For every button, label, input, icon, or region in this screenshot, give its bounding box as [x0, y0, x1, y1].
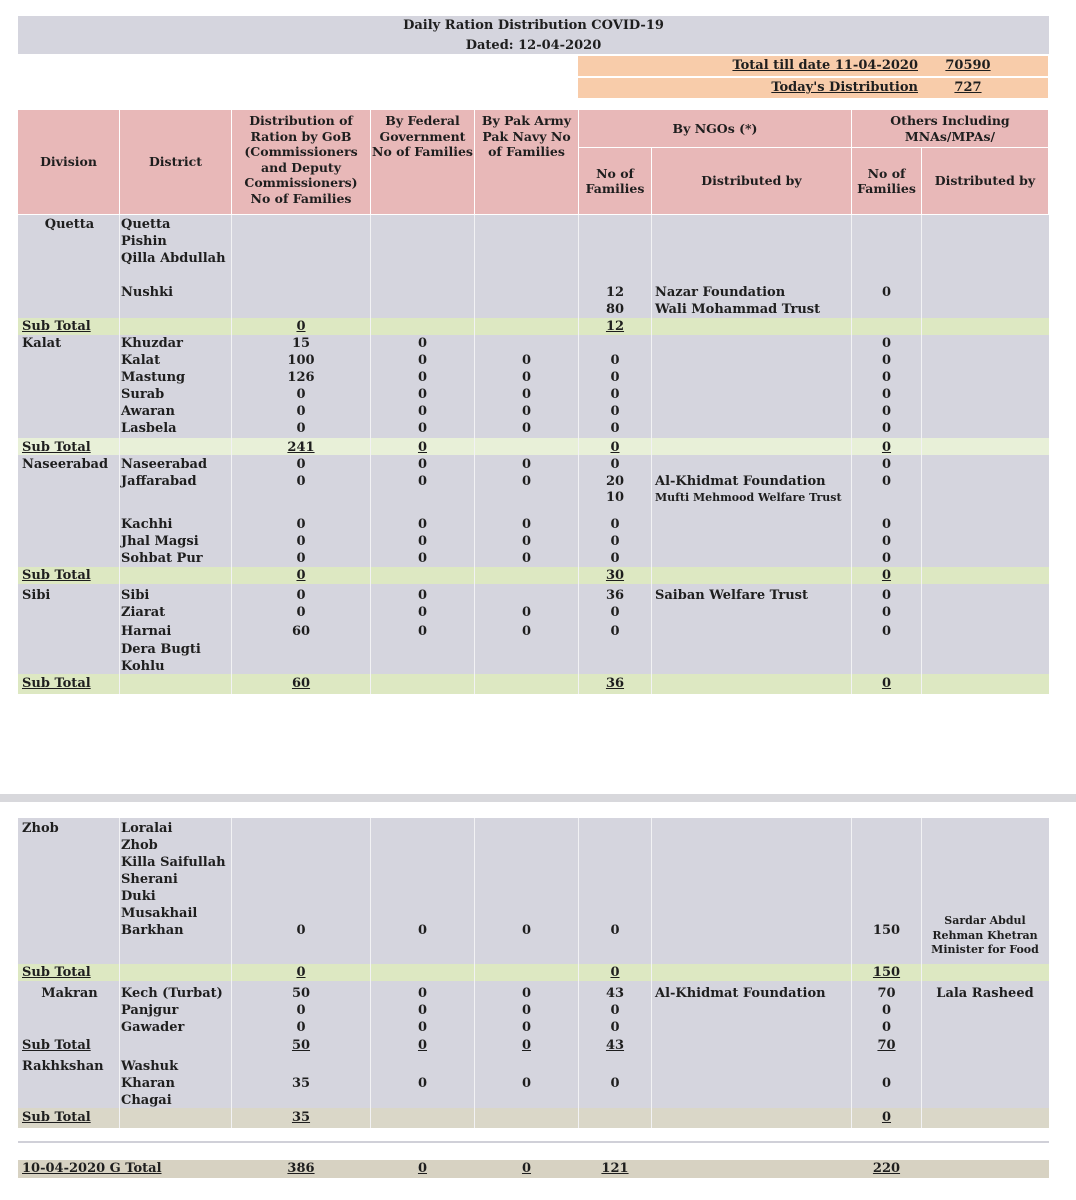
cell-district: Surab — [121, 387, 165, 402]
cell-gob: 60 — [291, 624, 311, 639]
cell-district: Dera Bugti — [121, 642, 201, 657]
cell-army: 0 — [521, 986, 532, 1001]
cell-gob: 50 — [291, 986, 311, 1001]
header-others-families: No of Families — [852, 148, 921, 214]
cell-oth-by: Sardar Abdul Rehman Khetran Minister for Food — [931, 914, 1039, 956]
cell-ngo: 30 — [605, 568, 625, 583]
cell-army: 0 — [521, 923, 532, 938]
header-army: By Pak Army Pak Navy No of Families — [475, 110, 578, 214]
cell-fed: 0 — [417, 517, 428, 532]
cell-ngo: 12 — [605, 285, 625, 300]
cell-fed: 0 — [417, 605, 428, 620]
sheet-footer-note — [2, 766, 4, 774]
cell-army: 0 — [521, 474, 532, 489]
cell-division: Sibi — [22, 588, 51, 603]
cell-oth: 220 — [872, 1161, 901, 1176]
cell-division: Sub Total — [22, 676, 91, 691]
cell-oth-by: Lala Rasheed — [936, 986, 1034, 1001]
cell-gob: 0 — [296, 1020, 306, 1035]
cell-fed: 0 — [417, 1076, 428, 1091]
cell-gob: 0 — [296, 1003, 306, 1018]
cell-district: Duki — [121, 889, 156, 904]
cell-ngo: 0 — [610, 421, 620, 436]
cell-division: Makran — [41, 986, 98, 1001]
cell-ngo: 0 — [610, 965, 620, 980]
cell-division: Naseerabad — [22, 457, 109, 472]
cell-district: Killa Saifullah — [121, 855, 226, 870]
cell-oth: 0 — [881, 605, 892, 620]
header-division: Division — [18, 110, 119, 214]
cell-ngo: 0 — [610, 1020, 620, 1035]
cell-fed: 0 — [417, 624, 428, 639]
header-district: District — [120, 110, 231, 214]
cell-gob: 0 — [296, 404, 306, 419]
cell-division: Sub Total — [22, 319, 91, 334]
cell-ngo: 0 — [610, 551, 620, 566]
cell-district: Harnai — [121, 624, 172, 639]
cell-oth: 0 — [881, 551, 892, 566]
cell-district: Pishin — [121, 234, 167, 249]
cell-ngo-by: Saiban Welfare Trust — [655, 588, 809, 603]
header-ngo-families: No of Families — [579, 148, 651, 214]
cell-fed: 0 — [417, 336, 428, 351]
header-ngos: By NGOs (*) — [579, 110, 851, 147]
cell-oth: 0 — [881, 1110, 892, 1125]
cell-division: Sub Total — [22, 1110, 91, 1125]
todays-distribution-value: 727 — [954, 80, 982, 95]
cell-ngo: 0 — [610, 605, 620, 620]
cell-division: Rakhkshan — [22, 1059, 104, 1074]
cell-gob: 35 — [291, 1076, 311, 1091]
cell-district: Jaffarabad — [121, 474, 197, 489]
cell-district: Sherani — [121, 872, 178, 887]
cell-fed: 0 — [417, 551, 428, 566]
cell-district: Kharan — [121, 1076, 175, 1091]
cell-oth: 0 — [881, 336, 892, 351]
cell-fed: 0 — [417, 986, 428, 1001]
cell-ngo: 36 — [605, 676, 625, 691]
cell-oth: 0 — [881, 474, 892, 489]
cell-gob: 0 — [296, 319, 306, 334]
cell-gob: 0 — [296, 517, 306, 532]
cell-oth: 0 — [881, 457, 892, 472]
cell-gob: 15 — [291, 336, 311, 351]
cell-gob: 0 — [296, 457, 306, 472]
cell-fed: 0 — [417, 421, 428, 436]
cell-district: Zhob — [121, 838, 158, 853]
cell-ngo: 0 — [610, 517, 620, 532]
cell-gob: 0 — [296, 965, 306, 980]
cell-division: Sub Total — [22, 965, 91, 980]
report-date: Dated: 12-04-2020 — [465, 38, 602, 53]
cell-oth: 0 — [881, 440, 892, 455]
cell-district: Lasbela — [121, 421, 177, 436]
cell-ngo: 20 — [605, 474, 625, 489]
cell-oth: 0 — [881, 588, 892, 603]
cell-army: 0 — [521, 1038, 532, 1053]
cell-army: 0 — [521, 1076, 532, 1091]
cell-district: Kech (Turbat) — [121, 986, 223, 1001]
cell-district: Panjgur — [121, 1003, 179, 1018]
total-till-date-value: 70590 — [945, 58, 991, 73]
cell-oth: 0 — [881, 1020, 892, 1035]
cell-ngo: 36 — [605, 588, 625, 603]
cell-gob: 0 — [296, 588, 306, 603]
cell-oth: 0 — [881, 624, 892, 639]
cell-oth: 0 — [881, 1003, 892, 1018]
cell-ngo-by: Al-Khidmat Foundation — [655, 986, 826, 1001]
cell-fed: 0 — [417, 1161, 428, 1176]
cell-district: Sibi — [121, 588, 150, 603]
cell-division: Quetta — [44, 217, 95, 232]
cell-fed: 0 — [417, 1003, 428, 1018]
cell-ngo: 0 — [610, 1003, 620, 1018]
cell-army: 0 — [521, 1161, 532, 1176]
cell-oth: 0 — [881, 404, 892, 419]
todays-distribution-row — [578, 78, 1048, 98]
subtotal-band — [18, 318, 1049, 335]
cell-gob: 35 — [291, 1110, 311, 1125]
cell-district: Khuzdar — [121, 336, 183, 351]
cell-oth: 0 — [881, 534, 892, 549]
cell-district: Loralai — [121, 821, 173, 836]
cell-district: Mastung — [121, 370, 186, 385]
cell-ngo: 0 — [610, 370, 620, 385]
cell-district: Musakhail — [121, 906, 198, 921]
cell-ngo: 43 — [605, 1038, 625, 1053]
cell-district: Nushki — [121, 285, 174, 300]
cell-fed: 0 — [417, 1038, 428, 1053]
cell-gob: 100 — [287, 353, 315, 368]
cell-ngo: 80 — [605, 302, 625, 317]
cell-division: Sub Total — [22, 568, 91, 583]
cell-district: Naseerabad — [121, 457, 208, 472]
cell-fed: 0 — [417, 404, 428, 419]
cell-oth: 150 — [872, 965, 901, 980]
cell-division: 10-04-2020 G Total — [22, 1161, 162, 1176]
cell-army: 0 — [521, 370, 532, 385]
cell-fed: 0 — [417, 588, 428, 603]
cell-gob: 0 — [296, 474, 306, 489]
cell-ngo-by: Mufti Mehmood Welfare Trust — [655, 491, 842, 504]
cell-ngo: 0 — [610, 534, 620, 549]
cell-oth: 0 — [881, 421, 892, 436]
cell-gob: 60 — [291, 676, 311, 691]
cell-oth: 0 — [881, 676, 892, 691]
cell-ngo: 12 — [605, 319, 625, 334]
cell-ngo-by: Nazar Foundation — [655, 285, 786, 300]
cell-gob: 0 — [296, 568, 306, 583]
cell-ngo-by: Wali Mohammad Trust — [655, 302, 821, 317]
cell-gob: 386 — [287, 1161, 315, 1176]
cell-fed: 0 — [417, 1020, 428, 1035]
cell-gob: 0 — [296, 605, 306, 620]
cell-ngo: 43 — [605, 986, 625, 1001]
cell-army: 0 — [521, 551, 532, 566]
cell-army: 0 — [521, 534, 532, 549]
cell-gob: 50 — [291, 1038, 311, 1053]
cell-district: Sohbat Pur — [121, 551, 203, 566]
cell-oth: 0 — [881, 285, 892, 300]
cell-district: Qilla Abdullah — [121, 251, 226, 266]
cell-army: 0 — [521, 1003, 532, 1018]
cell-gob: 0 — [296, 551, 306, 566]
cell-district: Awaran — [121, 404, 175, 419]
cell-oth: 0 — [881, 370, 892, 385]
cell-oth: 0 — [881, 517, 892, 532]
cell-oth: 0 — [881, 568, 892, 583]
cell-fed: 0 — [417, 387, 428, 402]
todays-distribution-label: Today's Distribution — [771, 80, 918, 95]
cell-gob: 0 — [296, 421, 306, 436]
cell-army: 0 — [521, 457, 532, 472]
cell-oth: 70 — [877, 986, 896, 1001]
cell-gob: 0 — [296, 387, 306, 402]
cell-ngo: 0 — [610, 923, 620, 938]
cell-gob: 0 — [296, 923, 306, 938]
cell-ngo: 0 — [610, 353, 620, 368]
cell-ngo: 0 — [610, 1076, 620, 1091]
cell-district: Chagai — [121, 1093, 172, 1108]
report-title: Daily Ration Distribution COVID-19 — [403, 18, 664, 33]
cell-ngo: 121 — [601, 1161, 629, 1176]
cell-fed: 0 — [417, 534, 428, 549]
cell-oth: 0 — [881, 353, 892, 368]
cell-district: Kachhi — [121, 517, 173, 532]
cell-gob: 126 — [287, 370, 315, 385]
cell-oth: 150 — [872, 923, 901, 938]
cell-ngo: 10 — [605, 490, 625, 505]
cell-division: Sub Total — [22, 1038, 91, 1053]
cell-army: 0 — [521, 624, 532, 639]
cell-ngo-by: Al-Khidmat Foundation — [655, 474, 826, 489]
cell-fed: 0 — [417, 370, 428, 385]
cell-army: 0 — [521, 353, 532, 368]
zhob-block — [18, 818, 1049, 964]
divider — [18, 1141, 1049, 1143]
cell-district: Barkhan — [121, 923, 184, 938]
cell-ngo: 0 — [610, 404, 620, 419]
cell-fed: 0 — [417, 474, 428, 489]
header-others-distributed-by: Distributed by — [922, 148, 1048, 214]
cell-district: Ziarat — [121, 605, 166, 620]
header-gob: Distribution of Ration by GoB (Commissioners and Deputy Commissioners) No of Families — [232, 110, 370, 214]
cell-fed: 0 — [417, 923, 428, 938]
cell-gob: 0 — [296, 534, 306, 549]
cell-army: 0 — [521, 517, 532, 532]
cell-district: Gawader — [121, 1020, 185, 1035]
cell-oth: 0 — [881, 387, 892, 402]
page-break — [0, 794, 1076, 802]
cell-army: 0 — [521, 605, 532, 620]
cell-district: Kalat — [121, 353, 161, 368]
cell-district: Jhal Magsi — [121, 534, 199, 549]
cell-district: Washuk — [121, 1059, 179, 1074]
total-till-date-label: Total till date 11-04-2020 — [732, 58, 918, 73]
cell-fed: 0 — [417, 457, 428, 472]
cell-ngo: 0 — [610, 387, 620, 402]
cell-ngo: 0 — [610, 457, 620, 472]
cell-ngo: 0 — [610, 624, 620, 639]
cell-army: 0 — [521, 387, 532, 402]
cell-division: Zhob — [22, 821, 59, 836]
cell-fed: 0 — [417, 440, 428, 455]
cell-army: 0 — [521, 404, 532, 419]
cell-district: Kohlu — [121, 659, 165, 674]
cell-division: Sub Total — [22, 440, 91, 455]
cell-division: Kalat — [22, 336, 62, 351]
cell-ngo: 0 — [610, 440, 620, 455]
header-federal: By Federal Government No of Families — [371, 110, 474, 214]
total-till-date-row — [578, 56, 1048, 76]
cell-oth: 70 — [877, 1038, 896, 1053]
cell-army: 0 — [521, 1020, 532, 1035]
cell-district: Quetta — [121, 217, 171, 232]
header-others: Others Including MNAs/MPAs/ — [852, 110, 1048, 147]
cell-fed: 0 — [417, 353, 428, 368]
cell-oth: 0 — [881, 1076, 892, 1091]
cell-army: 0 — [521, 421, 532, 436]
header-ngo-distributed-by: Distributed by — [652, 148, 851, 214]
cell-gob: 241 — [287, 440, 315, 455]
